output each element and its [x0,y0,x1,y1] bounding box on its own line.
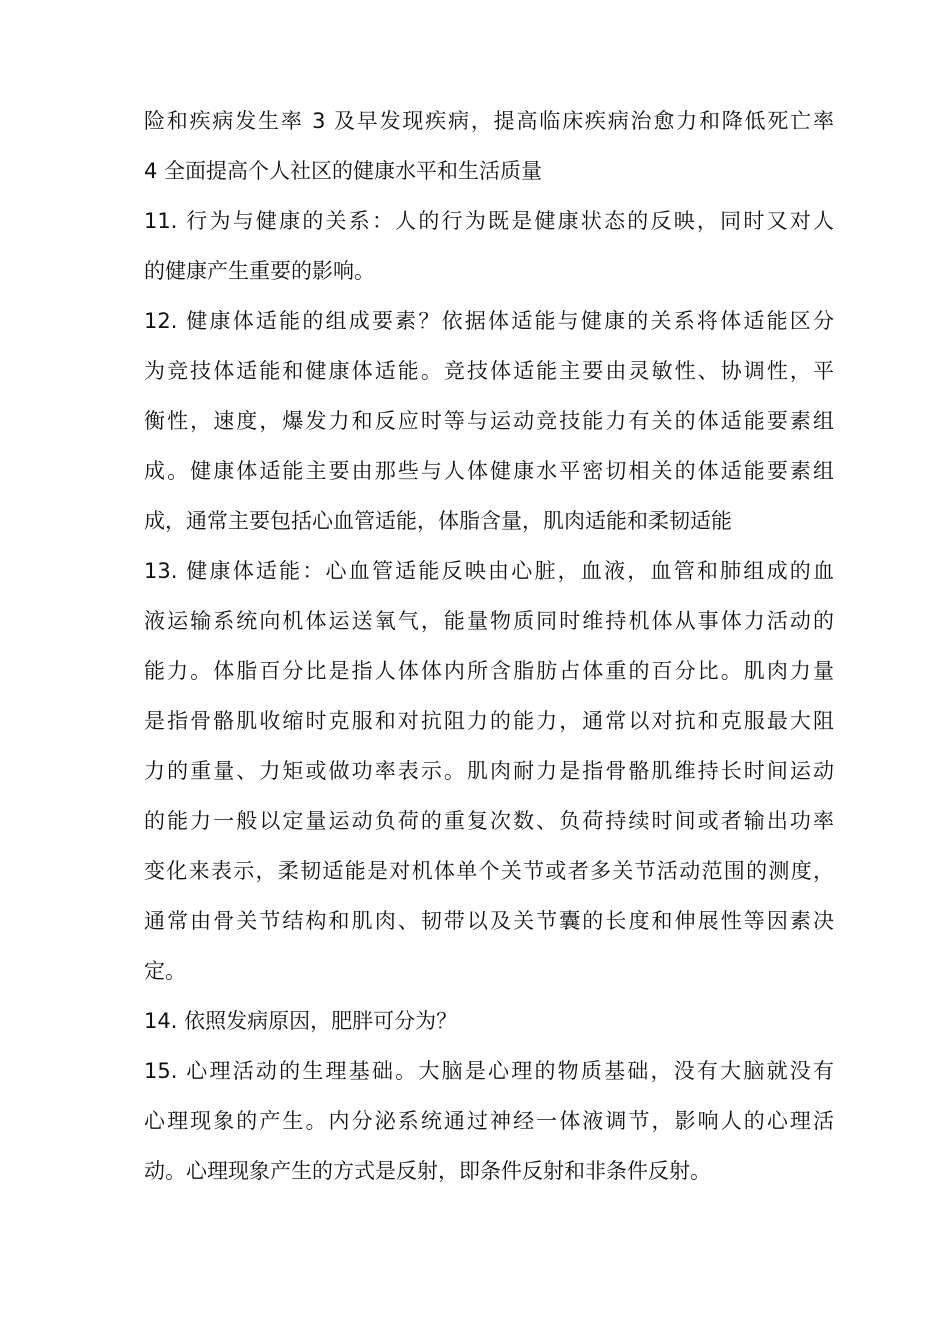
text-line: 定。 [144,959,186,983]
text-line: 能力。体脂百分比是指人体体内所含脂肪占体重的百分比。肌肉力量 [144,659,834,683]
text-line: 成，通常主要包括心血管适能，体脂含量，肌肉适能和柔韧适能 [144,509,732,533]
text-line: 动。心理现象产生的方式是反射，即条件反射和非条件反射。 [144,1159,711,1183]
text-line: 15. 心理活动的生理基础。大脑是心理的物质基础，没有大脑就没有 [144,1059,834,1083]
text-line: 心理现象的产生。内分泌系统通过神经一体液调节，影响人的心理活 [144,1109,834,1133]
text-line: 的健康产生重要的影响。 [144,259,375,283]
text-line: 液运输系统向机体运送氧气，能量物质同时维持机体从事体力活动的 [144,609,834,633]
text-line: 力的重量、力矩或做功率表示。肌肉耐力是指骨骼肌维持长时间运动 [144,759,834,783]
text-line: 成。健康体适能主要由那些与人体健康水平密切相关的体适能要素组 [144,459,834,483]
text-line: 衡性，速度，爆发力和反应时等与运动竞技能力有关的体适能要素组 [144,409,834,433]
text-line: 险和疾病发生率 3 及早发现疾病，提高临床疾病治愈力和降低死亡率 [144,109,834,133]
text-line: 12. 健康体适能的组成要素？依据体适能与健康的关系将体适能区分 [144,309,834,333]
text-line: 是指骨骼肌收缩时克服和对抗阻力的能力，通常以对抗和克服最大阻 [144,709,834,733]
text-line: 的能力一般以定量运动负荷的重复次数、负荷持续时间或者输出功率 [144,809,834,833]
document-body [144,96,834,1196]
text-line: 变化来表示，柔韧适能是对机体单个关节或者多关节活动范围的测度， [144,859,834,883]
text-line: 为竞技体适能和健康体适能。竞技体适能主要由灵敏性、协调性，平 [144,359,834,383]
text-line: 14. 依照发病原因，肥胖可分为？ [144,1009,458,1033]
text-line: 13. 健康体适能：心血管适能反映由心脏，血液，血管和肺组成的血 [144,559,834,583]
text-line: 4 全面提高个人社区的健康水平和生活质量 [144,159,543,183]
text-line: 通常由骨关节结构和肌肉、韧带以及关节囊的长度和伸展性等因素决 [144,909,834,933]
text-line: 11. 行为与健康的关系：人的行为既是健康状态的反映，同时又对人 [144,209,834,233]
